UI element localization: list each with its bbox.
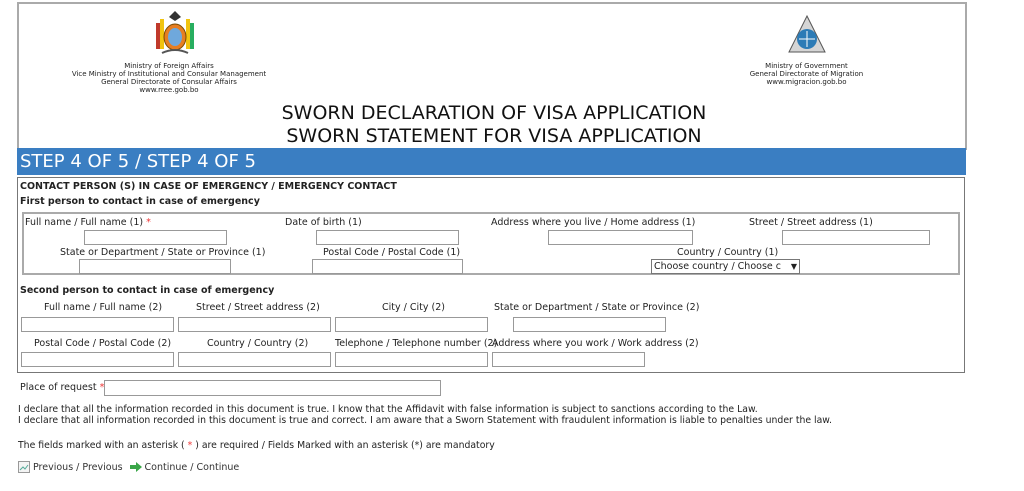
section-heading: CONTACT PERSON (S) IN CASE OF EMERGENCY / EMERGENCY CONTACT xyxy=(20,181,397,192)
first-full-name-input[interactable] xyxy=(84,230,227,245)
second-person-heading: Second person to contact in case of emergency xyxy=(20,285,275,296)
second-postal-input[interactable] xyxy=(21,352,174,367)
second-work-address-label: Address where you work / Work address (2) xyxy=(492,338,699,349)
header-box xyxy=(17,2,967,150)
declaration-line-1: I declare that all the information recorded in this document is true. I know that the Affidavit with false information is subject to sanctions according to the Law. xyxy=(18,404,758,415)
second-street-label: Street / Street address (2) xyxy=(196,302,320,313)
place-input[interactable] xyxy=(104,380,441,396)
nav-bar xyxy=(18,461,239,473)
first-street-label: Street / Street address (1) xyxy=(749,217,873,228)
first-dob-label: Date of birth (1) xyxy=(285,217,362,228)
second-city-input[interactable] xyxy=(335,317,488,332)
first-state-input[interactable] xyxy=(79,259,231,274)
second-state-input[interactable] xyxy=(513,317,666,332)
migration-logo-icon xyxy=(787,14,827,56)
second-country-label: Country / Country (2) xyxy=(207,338,309,349)
first-postal-input[interactable] xyxy=(312,259,463,274)
second-country-input[interactable] xyxy=(178,352,331,367)
first-country-label: Country / Country (1) xyxy=(677,247,779,258)
arrow-right-icon xyxy=(130,462,142,472)
second-telephone-label: Telephone / Telephone number (2) xyxy=(335,338,498,349)
second-street-input[interactable] xyxy=(178,317,331,332)
first-street-input[interactable] xyxy=(782,230,930,245)
second-work-address-input[interactable] xyxy=(492,352,645,367)
first-home-address-input[interactable] xyxy=(548,230,693,245)
second-telephone-input[interactable] xyxy=(335,352,488,367)
title-line-2: SWORN STATEMENT FOR VISA APPLICATION xyxy=(286,125,702,147)
second-postal-label: Postal Code / Postal Code (2) xyxy=(34,338,172,349)
step-indicator: STEP 4 OF 5 / STEP 4 OF 5 xyxy=(17,148,966,175)
second-state-label: State or Department / State or Province (2) xyxy=(494,302,700,313)
bolivia-coat-of-arms-icon xyxy=(150,9,200,57)
first-postal-label: Postal Code / Postal Code (1) xyxy=(323,247,461,258)
ministry-government-text: Ministry of Government General Directorate of Migration www.migracion.gob.bo xyxy=(749,62,864,86)
first-full-name-label: Full name / Full name (1) * xyxy=(25,217,151,228)
first-person-heading: First person to contact in case of emergency xyxy=(20,196,260,207)
continue-button[interactable]: Continue / Continue xyxy=(130,462,240,473)
first-state-label: State or Department / State or Province (1) xyxy=(60,247,266,258)
title-line-1: SWORN DECLARATION OF VISA APPLICATION xyxy=(281,102,707,124)
first-home-address-label: Address where you live / Home address (1) xyxy=(491,217,696,228)
second-full-name-input[interactable] xyxy=(21,317,174,332)
first-country-select[interactable]: Choose country / Choose c ▼ xyxy=(651,259,800,274)
dropdown-arrow-icon: ▼ xyxy=(790,262,797,271)
first-dob-input[interactable] xyxy=(316,230,459,245)
broken-image-icon xyxy=(18,461,30,473)
second-full-name-label: Full name / Full name (2) xyxy=(44,302,163,313)
ministry-foreign-affairs-text: Ministry of Foreign Affairs Vice Ministry of Institutional and Consular Management General Directorate of Consular Affairs www.rree.gob.bo xyxy=(71,62,267,94)
required-note: The fields marked with an asterisk ( * ) are required / Fields Marked with an asterisk (*) are mandatory xyxy=(18,440,495,451)
previous-button[interactable]: Previous / Previous xyxy=(18,461,123,473)
second-city-label: City / City (2) xyxy=(382,302,445,313)
place-label: Place of request * xyxy=(20,382,105,393)
declaration-line-2: I declare that all information recorded in this document is true and correct. I am aware that a Sworn Statement with fraudulent information is liable to penalties under the law. xyxy=(18,415,833,426)
